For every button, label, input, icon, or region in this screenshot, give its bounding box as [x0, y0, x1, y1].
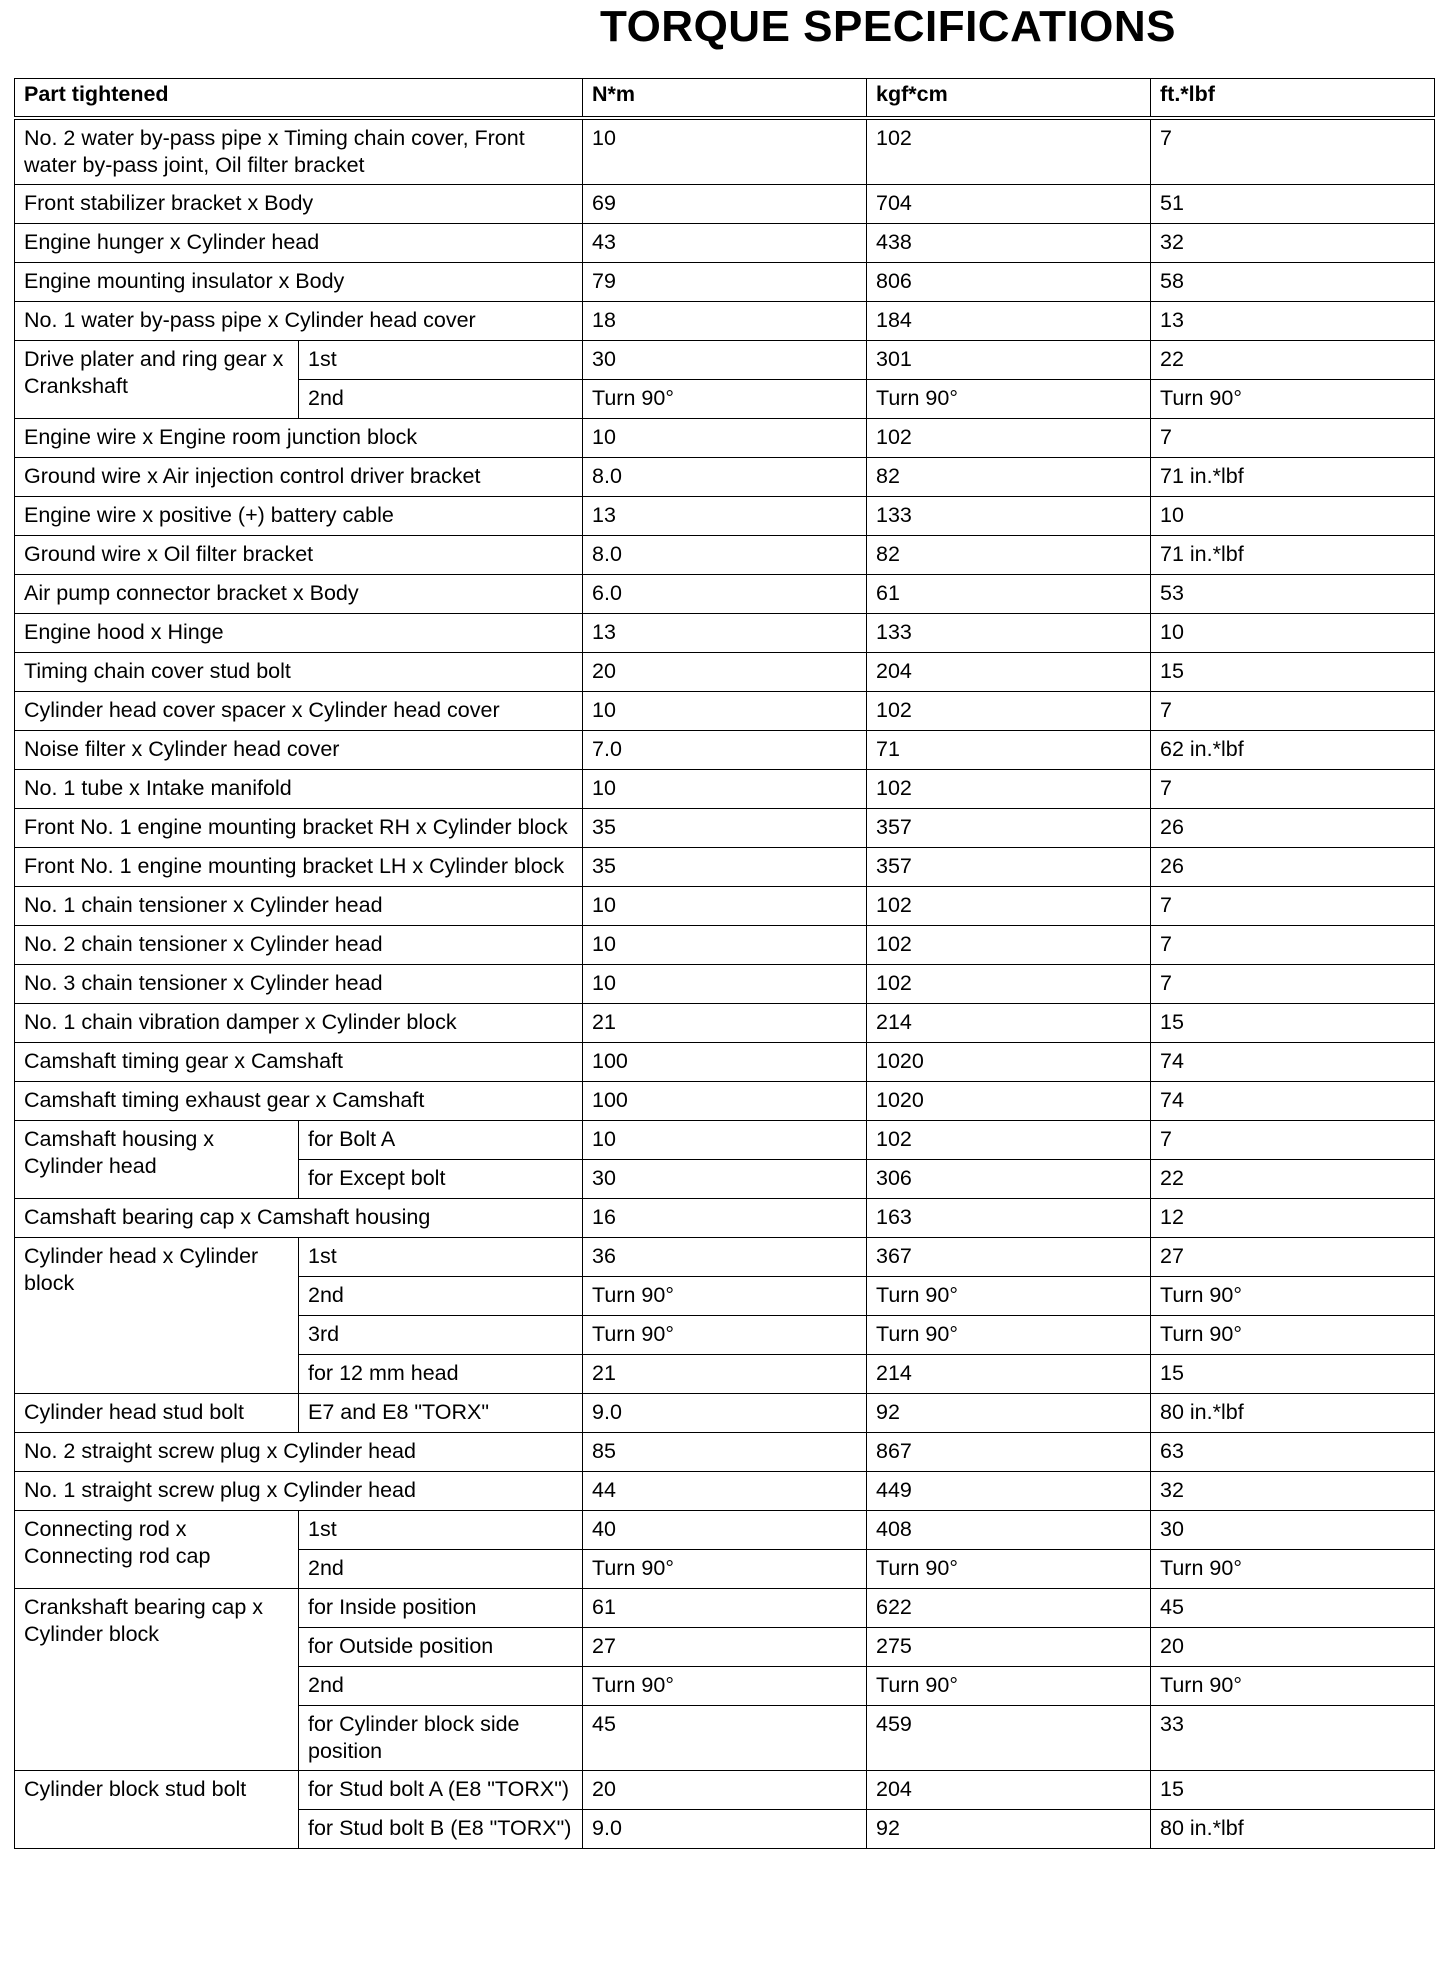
nm-cell: 44 [583, 1471, 867, 1510]
part-cell: Front No. 1 engine mounting bracket LH x Cylinder block [15, 847, 583, 886]
ft-lbf-cell: 7 [1151, 1120, 1435, 1159]
kgf-cell: 1020 [867, 1042, 1151, 1081]
ft-lbf-cell: 53 [1151, 574, 1435, 613]
nm-cell: 20 [583, 1770, 867, 1809]
part-cell: No. 1 chain vibration damper x Cylinder block [15, 1003, 583, 1042]
table-row [15, 1770, 1435, 1809]
nm-cell: 40 [583, 1510, 867, 1549]
table-row [15, 1120, 1435, 1159]
ft-lbf-cell: 71 in.*lbf [1151, 535, 1435, 574]
part-cell: Camshaft timing exhaust gear x Camshaft [15, 1081, 583, 1120]
part-cell: Camshaft housing x Cylinder head [15, 1120, 299, 1198]
nm-cell: 13 [583, 613, 867, 652]
kgf-cell: 133 [867, 613, 1151, 652]
table-row [15, 184, 1435, 223]
condition-cell: for Cylinder block side position [299, 1705, 583, 1770]
nm-cell: 36 [583, 1237, 867, 1276]
part-cell: Camshaft bearing cap x Camshaft housing [15, 1198, 583, 1237]
col-header-ft: ft.*lbf [1151, 79, 1435, 118]
kgf-cell: 357 [867, 847, 1151, 886]
kgf-cell: 102 [867, 964, 1151, 1003]
kgf-cell: 867 [867, 1432, 1151, 1471]
condition-cell: 2nd [299, 1276, 583, 1315]
condition-cell: 3rd [299, 1315, 583, 1354]
table-row [15, 1432, 1435, 1471]
nm-cell: 35 [583, 808, 867, 847]
nm-cell: 9.0 [583, 1809, 867, 1848]
table-row [15, 262, 1435, 301]
kgf-cell: Turn 90° [867, 1276, 1151, 1315]
ft-lbf-cell: 10 [1151, 496, 1435, 535]
nm-cell: 10 [583, 886, 867, 925]
ft-lbf-cell: 13 [1151, 301, 1435, 340]
condition-cell: for Stud bolt A (E8 "TORX") [299, 1770, 583, 1809]
kgf-cell: 102 [867, 418, 1151, 457]
ft-lbf-cell: 26 [1151, 847, 1435, 886]
table-row [15, 340, 1435, 379]
nm-cell: 21 [583, 1354, 867, 1393]
ft-lbf-cell: 32 [1151, 1471, 1435, 1510]
condition-cell: 2nd [299, 1549, 583, 1588]
ft-lbf-cell: 80 in.*lbf [1151, 1393, 1435, 1432]
ft-lbf-cell: 27 [1151, 1237, 1435, 1276]
kgf-cell: 163 [867, 1198, 1151, 1237]
kgf-cell: 214 [867, 1003, 1151, 1042]
kgf-cell: 82 [867, 457, 1151, 496]
kgf-cell: 102 [867, 886, 1151, 925]
ft-lbf-cell: 63 [1151, 1432, 1435, 1471]
col-header-part: Part tightened [15, 79, 583, 118]
nm-cell: 20 [583, 652, 867, 691]
table-row [15, 301, 1435, 340]
part-cell: Timing chain cover stud bolt [15, 652, 583, 691]
ft-lbf-cell: 7 [1151, 691, 1435, 730]
kgf-cell: 704 [867, 184, 1151, 223]
part-cell: Drive plater and ring gear x Crankshaft [15, 340, 299, 418]
nm-cell: 8.0 [583, 535, 867, 574]
table-row [15, 886, 1435, 925]
table-row [15, 418, 1435, 457]
nm-cell: 16 [583, 1198, 867, 1237]
kgf-cell: 71 [867, 730, 1151, 769]
kgf-cell: 92 [867, 1393, 1151, 1432]
ft-lbf-cell: 32 [1151, 223, 1435, 262]
part-cell: No. 1 water by-pass pipe x Cylinder head cover [15, 301, 583, 340]
kgf-cell: 92 [867, 1809, 1151, 1848]
kgf-cell: 61 [867, 574, 1151, 613]
table-row [15, 1588, 1435, 1627]
part-cell: No. 2 water by-pass pipe x Timing chain cover, Front water by-pass joint, Oil filter bracket [15, 118, 583, 185]
part-cell: Engine hunger x Cylinder head [15, 223, 583, 262]
ft-lbf-cell: 80 in.*lbf [1151, 1809, 1435, 1848]
part-cell: No. 3 chain tensioner x Cylinder head [15, 964, 583, 1003]
kgf-cell: 306 [867, 1159, 1151, 1198]
kgf-cell: 1020 [867, 1081, 1151, 1120]
table-row [15, 1198, 1435, 1237]
ft-lbf-cell: 22 [1151, 340, 1435, 379]
part-cell: Ground wire x Oil filter bracket [15, 535, 583, 574]
part-cell: Camshaft timing gear x Camshaft [15, 1042, 583, 1081]
kgf-cell: 622 [867, 1588, 1151, 1627]
part-cell: No. 2 chain tensioner x Cylinder head [15, 925, 583, 964]
kgf-cell: 275 [867, 1627, 1151, 1666]
nm-cell: Turn 90° [583, 1549, 867, 1588]
kgf-cell: 82 [867, 535, 1151, 574]
table-row [15, 223, 1435, 262]
ft-lbf-cell: 45 [1151, 1588, 1435, 1627]
col-header-nm: N*m [583, 79, 867, 118]
nm-cell: Turn 90° [583, 1276, 867, 1315]
part-cell: Engine wire x Engine room junction block [15, 418, 583, 457]
header-row [15, 79, 1435, 118]
part-cell: Ground wire x Air injection control driver bracket [15, 457, 583, 496]
part-cell: Cylinder head cover spacer x Cylinder head cover [15, 691, 583, 730]
nm-cell: Turn 90° [583, 1666, 867, 1705]
ft-lbf-cell: 22 [1151, 1159, 1435, 1198]
ft-lbf-cell: 30 [1151, 1510, 1435, 1549]
nm-cell: 18 [583, 301, 867, 340]
torque-spec-table [14, 78, 1435, 1849]
table-row [15, 457, 1435, 496]
table-row [15, 652, 1435, 691]
part-cell: Engine wire x positive (+) battery cable [15, 496, 583, 535]
nm-cell: 21 [583, 1003, 867, 1042]
ft-lbf-cell: 7 [1151, 769, 1435, 808]
kgf-cell: 806 [867, 262, 1151, 301]
ft-lbf-cell: Turn 90° [1151, 1549, 1435, 1588]
kgf-cell: 102 [867, 118, 1151, 185]
table-row [15, 535, 1435, 574]
kgf-cell: Turn 90° [867, 1666, 1151, 1705]
nm-cell: 10 [583, 769, 867, 808]
table-row [15, 691, 1435, 730]
condition-cell: 1st [299, 1237, 583, 1276]
table-row [15, 1471, 1435, 1510]
condition-cell: 2nd [299, 379, 583, 418]
table-row [15, 496, 1435, 535]
part-cell: Cylinder head x Cylinder block [15, 1237, 299, 1393]
ft-lbf-cell: 74 [1151, 1042, 1435, 1081]
nm-cell: 100 [583, 1081, 867, 1120]
kgf-cell: 408 [867, 1510, 1151, 1549]
ft-lbf-cell: 10 [1151, 613, 1435, 652]
table-body [15, 118, 1435, 1849]
kgf-cell: 102 [867, 1120, 1151, 1159]
nm-cell: 7.0 [583, 730, 867, 769]
nm-cell: 69 [583, 184, 867, 223]
ft-lbf-cell: Turn 90° [1151, 1276, 1435, 1315]
ft-lbf-cell: 7 [1151, 118, 1435, 185]
nm-cell: 43 [583, 223, 867, 262]
nm-cell: 10 [583, 118, 867, 185]
nm-cell: Turn 90° [583, 379, 867, 418]
part-cell: Engine hood x Hinge [15, 613, 583, 652]
condition-cell: 1st [299, 1510, 583, 1549]
table-row [15, 1081, 1435, 1120]
nm-cell: 79 [583, 262, 867, 301]
table-row [15, 1237, 1435, 1276]
part-cell: Front No. 1 engine mounting bracket RH x Cylinder block [15, 808, 583, 847]
kgf-cell: 204 [867, 1770, 1151, 1809]
ft-lbf-cell: 71 in.*lbf [1151, 457, 1435, 496]
kgf-cell: Turn 90° [867, 379, 1151, 418]
part-cell: Connecting rod x Connecting rod cap [15, 1510, 299, 1588]
table-row [15, 1042, 1435, 1081]
table-row [15, 847, 1435, 886]
condition-cell: for Bolt A [299, 1120, 583, 1159]
ft-lbf-cell: 58 [1151, 262, 1435, 301]
nm-cell: 30 [583, 1159, 867, 1198]
ft-lbf-cell: 51 [1151, 184, 1435, 223]
ft-lbf-cell: 15 [1151, 652, 1435, 691]
kgf-cell: 102 [867, 769, 1151, 808]
table-row [15, 730, 1435, 769]
kgf-cell: 204 [867, 652, 1151, 691]
table-row [15, 574, 1435, 613]
nm-cell: 10 [583, 964, 867, 1003]
nm-cell: Turn 90° [583, 1315, 867, 1354]
table-row [15, 769, 1435, 808]
kgf-cell: 133 [867, 496, 1151, 535]
table-row [15, 925, 1435, 964]
nm-cell: 61 [583, 1588, 867, 1627]
nm-cell: 35 [583, 847, 867, 886]
part-cell: No. 1 straight screw plug x Cylinder head [15, 1471, 583, 1510]
ft-lbf-cell: 15 [1151, 1354, 1435, 1393]
kgf-cell: Turn 90° [867, 1315, 1151, 1354]
part-cell: No. 1 chain tensioner x Cylinder head [15, 886, 583, 925]
ft-lbf-cell: 7 [1151, 886, 1435, 925]
nm-cell: 85 [583, 1432, 867, 1471]
nm-cell: 100 [583, 1042, 867, 1081]
table-row [15, 1393, 1435, 1432]
condition-cell: for Except bolt [299, 1159, 583, 1198]
part-cell: Noise filter x Cylinder head cover [15, 730, 583, 769]
col-header-kgf: kgf*cm [867, 79, 1151, 118]
table-row [15, 964, 1435, 1003]
ft-lbf-cell: 74 [1151, 1081, 1435, 1120]
ft-lbf-cell: 26 [1151, 808, 1435, 847]
page-title: TORQUE SPECIFICATIONS [600, 2, 1177, 51]
part-cell: Engine mounting insulator x Body [15, 262, 583, 301]
nm-cell: 30 [583, 340, 867, 379]
kgf-cell: 214 [867, 1354, 1151, 1393]
ft-lbf-cell: Turn 90° [1151, 1315, 1435, 1354]
ft-lbf-cell: 15 [1151, 1003, 1435, 1042]
nm-cell: 9.0 [583, 1393, 867, 1432]
ft-lbf-cell: Turn 90° [1151, 1666, 1435, 1705]
nm-cell: 10 [583, 925, 867, 964]
part-cell: Air pump connector bracket x Body [15, 574, 583, 613]
ft-lbf-cell: 7 [1151, 964, 1435, 1003]
table-row [15, 1510, 1435, 1549]
ft-lbf-cell: 12 [1151, 1198, 1435, 1237]
part-cell: No. 1 tube x Intake manifold [15, 769, 583, 808]
table-row [15, 808, 1435, 847]
kgf-cell: 367 [867, 1237, 1151, 1276]
ft-lbf-cell: 15 [1151, 1770, 1435, 1809]
ft-lbf-cell: Turn 90° [1151, 379, 1435, 418]
table-row [15, 1003, 1435, 1042]
kgf-cell: 102 [867, 691, 1151, 730]
nm-cell: 10 [583, 691, 867, 730]
ft-lbf-cell: 62 in.*lbf [1151, 730, 1435, 769]
kgf-cell: 184 [867, 301, 1151, 340]
part-cell: Cylinder block stud bolt [15, 1770, 299, 1848]
condition-cell: 1st [299, 340, 583, 379]
nm-cell: 27 [583, 1627, 867, 1666]
kgf-cell: 357 [867, 808, 1151, 847]
condition-cell: for Outside position [299, 1627, 583, 1666]
ft-lbf-cell: 7 [1151, 418, 1435, 457]
nm-cell: 6.0 [583, 574, 867, 613]
condition-cell: for Inside position [299, 1588, 583, 1627]
kgf-cell: 459 [867, 1705, 1151, 1770]
kgf-cell: 301 [867, 340, 1151, 379]
nm-cell: 13 [583, 496, 867, 535]
part-cell: Crankshaft bearing cap x Cylinder block [15, 1588, 299, 1770]
condition-cell: for 12 mm head [299, 1354, 583, 1393]
ft-lbf-cell: 7 [1151, 925, 1435, 964]
condition-cell: E7 and E8 "TORX" [299, 1393, 583, 1432]
kgf-cell: 438 [867, 223, 1151, 262]
part-cell: Cylinder head stud bolt [15, 1393, 299, 1432]
kgf-cell: 449 [867, 1471, 1151, 1510]
table-row [15, 118, 1435, 185]
kgf-cell: Turn 90° [867, 1549, 1151, 1588]
ft-lbf-cell: 33 [1151, 1705, 1435, 1770]
ft-lbf-cell: 20 [1151, 1627, 1435, 1666]
condition-cell: for Stud bolt B (E8 "TORX") [299, 1809, 583, 1848]
kgf-cell: 102 [867, 925, 1151, 964]
nm-cell: 45 [583, 1705, 867, 1770]
condition-cell: 2nd [299, 1666, 583, 1705]
part-cell: Front stabilizer bracket x Body [15, 184, 583, 223]
nm-cell: 8.0 [583, 457, 867, 496]
nm-cell: 10 [583, 1120, 867, 1159]
part-cell: No. 2 straight screw plug x Cylinder head [15, 1432, 583, 1471]
nm-cell: 10 [583, 418, 867, 457]
table-row [15, 613, 1435, 652]
